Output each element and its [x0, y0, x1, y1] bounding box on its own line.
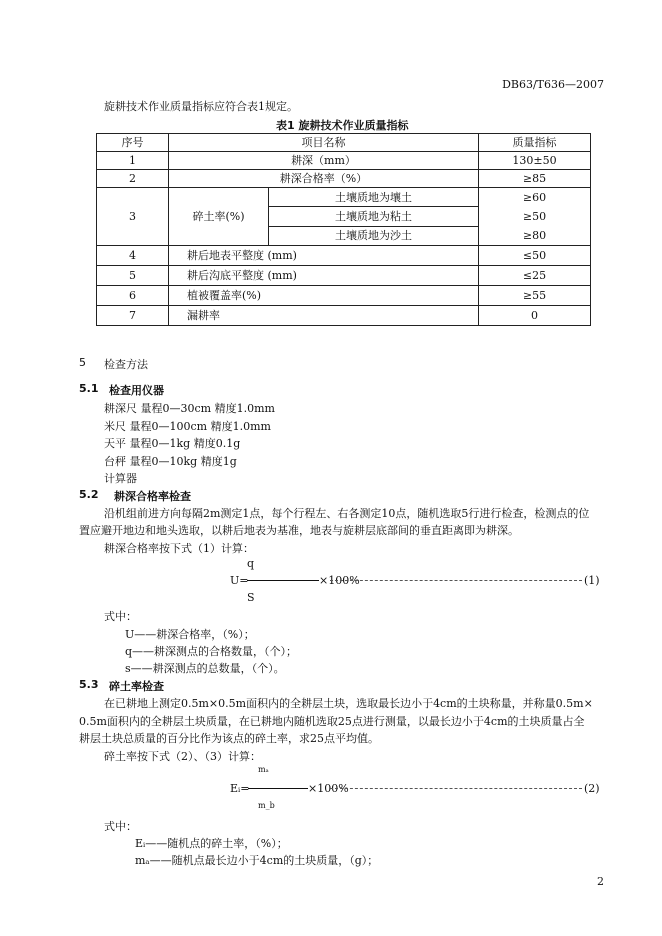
- leader-line: [330, 788, 582, 789]
- row-value: ≥80: [522, 229, 547, 242]
- formula-tag: (2): [584, 782, 600, 795]
- row-value: ≤50: [479, 246, 591, 266]
- row-no: 5: [97, 266, 169, 286]
- table-row: [97, 170, 591, 188]
- row-name: 漏耕率: [169, 306, 479, 326]
- table-row: [97, 306, 591, 326]
- formula-intro: 耕深合格率按下式（1）计算：: [104, 542, 254, 555]
- formula-denominator: m_b: [258, 801, 275, 810]
- row-value: ≤25: [479, 266, 591, 286]
- table-row: [97, 188, 591, 207]
- leader-line: [330, 580, 582, 581]
- formula-tag: (1): [584, 574, 600, 587]
- row-value-multi: [479, 188, 591, 246]
- paragraph: 沿机组前进方向每隔2m测定1点，每个行程左、右各测定10点，随机选取5行进行检查，检测点的位: [104, 507, 590, 520]
- header-no: 序号: [97, 134, 169, 152]
- formula-lhs: Eᵢ=: [230, 782, 250, 795]
- quality-index-table: [96, 133, 591, 326]
- row-subitem: 土壤质地为粘土: [269, 207, 479, 226]
- formula-denominator: S: [247, 591, 255, 604]
- section-5-2-title: 耕深合格率检查: [114, 490, 191, 503]
- row-name: 耕后地表平整度 (mm): [169, 246, 479, 266]
- where-label: 式中：: [104, 820, 137, 833]
- variable-definition: s——耕深测点的总数量，（个）。: [125, 662, 285, 675]
- header-item: 项目名称: [169, 134, 479, 152]
- paragraph: 置应避开地边和地头选取，以耕后地表为基准，地表与旋耕层底部间的垂直距离即为耕深。: [79, 524, 519, 537]
- row-subitem: 土壤质地为沙土: [269, 226, 479, 245]
- section-5-3-number: 5.3: [79, 678, 99, 691]
- formula-rhs: ×100%: [319, 574, 360, 587]
- instrument-item: 耕深尺 量程0—30cm 精度1.0mm: [104, 402, 275, 415]
- row-value: ≥85: [479, 170, 591, 188]
- variable-definition: Eᵢ——随机点的碎土率，（%）；: [135, 837, 288, 850]
- formula-intro: 碎土率按下式（2）、（3）计算：: [104, 750, 261, 763]
- row-name: 耕深合格率（%）: [169, 170, 479, 188]
- variable-definition: q——耕深测点的合格数量，（个）；: [125, 645, 298, 658]
- row-value: 130±50: [479, 152, 591, 170]
- row-name: 碎土率(%): [169, 188, 269, 246]
- instrument-item: 天平 量程0—1kg 精度0.1g: [104, 437, 241, 450]
- table-header-row: [97, 134, 591, 152]
- row-value: ≥55: [479, 286, 591, 306]
- instrument-item: 米尺 量程0—100cm 精度1.0mm: [104, 420, 271, 433]
- table-row: [97, 246, 591, 266]
- section-5-title: 检查方法: [104, 358, 148, 371]
- row-subitem: 土壤质地为壤土: [269, 188, 479, 207]
- formula-1: [230, 555, 602, 603]
- formula-numerator: mₐ: [258, 765, 269, 774]
- variable-definition: U——耕深合格率，（%）；: [125, 628, 255, 641]
- formula-2: [230, 765, 602, 813]
- table-row: [97, 286, 591, 306]
- paragraph: 0.5m面积内的全耕层土块质量，在已耕地内随机选取25点进行测量，以最长边小于4cm的土块质量占全: [79, 715, 585, 728]
- row-name: 植被覆盖率(%): [169, 286, 479, 306]
- variable-definition: mₐ——随机点最长边小于4cm的土块质量，（g）；: [135, 854, 379, 867]
- section-5-1-number: 5.1: [79, 382, 99, 395]
- row-no: 4: [97, 246, 169, 266]
- section-5-1-title: 检查用仪器: [109, 384, 164, 397]
- row-value: ≥60: [522, 191, 547, 204]
- formula-numerator: q: [247, 557, 255, 570]
- paragraph: 在已耕地上测定0.5m×0.5m面积内的全耕层土块，选取最长边小于4cm的土块称量，并称量0.5m×: [104, 697, 593, 710]
- row-no: 3: [97, 188, 169, 246]
- instrument-item: 计算器: [104, 472, 137, 485]
- where-label: 式中：: [104, 610, 137, 623]
- table-row: [97, 152, 591, 170]
- section-5-number: 5: [79, 356, 86, 369]
- row-no: 1: [97, 152, 169, 170]
- fraction-bar: [247, 580, 319, 581]
- paragraph: 耕层土块总质量的百分比作为该点的碎土率，求25点平均值。: [79, 732, 379, 745]
- row-value: ≥50: [522, 210, 547, 223]
- table-row: [97, 266, 591, 286]
- instrument-item: 台秤 量程0—10kg 精度1g: [104, 455, 237, 468]
- row-value: 0: [479, 306, 591, 326]
- header-index: 质量指标: [479, 134, 591, 152]
- row-name: 耕深（mm）: [169, 152, 479, 170]
- formula-rhs: ×100%: [308, 782, 349, 795]
- formula-lhs: U=: [230, 574, 249, 587]
- intro-text: 旋耕技术作业质量指标应符合表1规定。: [104, 100, 298, 113]
- section-5-2-number: 5.2: [79, 488, 99, 501]
- row-no: 2: [97, 170, 169, 188]
- page-number: 2: [597, 875, 604, 888]
- table-caption: 表1 旋耕技术作业质量指标: [276, 119, 409, 132]
- document-code: DB63/T636—2007: [502, 78, 604, 91]
- section-5-3-title: 碎土率检查: [109, 680, 164, 693]
- row-no: 7: [97, 306, 169, 326]
- row-name: 耕后沟底平整度 (mm): [169, 266, 479, 286]
- row-no: 6: [97, 286, 169, 306]
- fraction-bar: [248, 788, 308, 789]
